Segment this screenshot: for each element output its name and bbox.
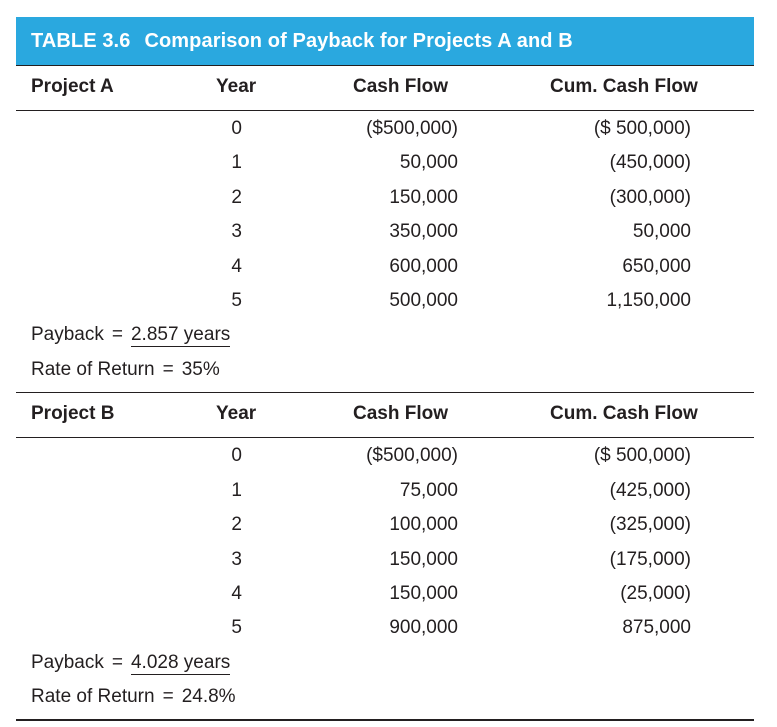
cum-cash-flow-cell: (300,000) (609, 186, 691, 208)
table-row (16, 474, 754, 508)
payback-value: 2.857 years (130, 324, 231, 346)
year-cell: 1 (231, 152, 242, 174)
project-b-payback (16, 646, 754, 681)
cash-flow-cell: 500,000 (389, 289, 458, 311)
cash-flow-cell: 50,000 (399, 152, 458, 174)
year-cell: 3 (231, 548, 242, 570)
year-cell: 4 (231, 255, 242, 277)
cash-flow-cell: 150,000 (389, 548, 458, 570)
table-row (16, 215, 754, 249)
table-row (16, 112, 754, 146)
cash-flow-cell: ($500,000) (366, 445, 458, 467)
year-column-header: Year (216, 403, 257, 425)
project-a-payback (16, 318, 754, 353)
cum-cash-flow-cell: 875,000 (622, 617, 691, 639)
year-column-header: Year (216, 76, 257, 97)
year-cell: 0 (231, 118, 242, 139)
table-title-bar (16, 17, 754, 65)
cum-cash-flow-cell: ($ 500,000) (593, 118, 691, 139)
cum-cash-flow-cell: (325,000) (609, 514, 691, 536)
table-row (16, 284, 754, 318)
project-b-name: Project B (31, 403, 115, 425)
cum-cash-flow-cell: (175,000) (609, 548, 691, 570)
year-cell: 1 (231, 479, 242, 501)
project-a-rows (16, 111, 754, 318)
year-cell: 5 (231, 617, 242, 639)
year-cell: 2 (231, 514, 242, 536)
table-row (16, 439, 754, 473)
cum-cash-flow-cell: (425,000) (609, 479, 691, 501)
payback-value: 4.028 years (130, 651, 231, 673)
equals-sign: = (111, 651, 123, 673)
cash-flow-cell: 900,000 (389, 617, 458, 639)
cum-cash-flow-cell: 1,150,000 (606, 289, 691, 311)
rate-of-return-label: Rate of Return (31, 686, 155, 708)
equals-sign: = (162, 686, 174, 708)
project-b-header (16, 392, 754, 438)
table-row (16, 611, 754, 645)
year-cell: 3 (231, 221, 242, 243)
cash-flow-cell: 350,000 (389, 221, 458, 243)
table-row (16, 146, 754, 180)
table-number: TABLE 3.6 (31, 29, 131, 52)
cash-flow-column-header: Cash Flow (353, 403, 449, 425)
table-row (16, 250, 754, 284)
year-cell: 4 (231, 582, 242, 604)
project-b-rate-of-return (16, 680, 754, 715)
payback-label: Payback (31, 324, 104, 346)
bottom-rule (16, 719, 754, 721)
cash-flow-cell: 150,000 (389, 186, 458, 208)
year-cell: 0 (231, 445, 242, 467)
table-row (16, 508, 754, 542)
cash-flow-cell: 600,000 (389, 255, 458, 277)
cum-cash-flow-cell: (25,000) (620, 582, 691, 604)
cum-cash-flow-column-header: Cum. Cash Flow (550, 76, 698, 97)
rate-of-return-value: 35% (181, 358, 220, 380)
rate-of-return-label: Rate of Return (31, 358, 155, 380)
cum-cash-flow-cell: (450,000) (609, 152, 691, 174)
rate-of-return-value: 24.8% (181, 686, 236, 708)
cum-cash-flow-cell: ($ 500,000) (593, 445, 691, 467)
table-title: Comparison of Payback for Projects A and B (144, 29, 573, 52)
table-row (16, 181, 754, 215)
project-a-header (16, 65, 754, 111)
year-cell: 5 (231, 289, 242, 311)
cum-cash-flow-cell: 50,000 (632, 221, 691, 243)
cash-flow-cell: ($500,000) (366, 118, 458, 139)
cum-cash-flow-cell: 650,000 (622, 255, 691, 277)
cash-flow-cell: 100,000 (389, 514, 458, 536)
project-b-rows (16, 438, 754, 645)
project-a-rate-of-return (16, 353, 754, 388)
cash-flow-column-header: Cash Flow (353, 76, 449, 97)
cum-cash-flow-column-header: Cum. Cash Flow (550, 403, 698, 425)
payback-label: Payback (31, 651, 104, 673)
project-a-name: Project A (31, 76, 114, 97)
equals-sign: = (162, 358, 174, 380)
table-row (16, 543, 754, 577)
cash-flow-cell: 150,000 (389, 582, 458, 604)
payback-table (16, 17, 754, 721)
equals-sign: = (111, 324, 123, 346)
table-row (16, 577, 754, 611)
year-cell: 2 (231, 186, 242, 208)
cash-flow-cell: 75,000 (399, 479, 458, 501)
